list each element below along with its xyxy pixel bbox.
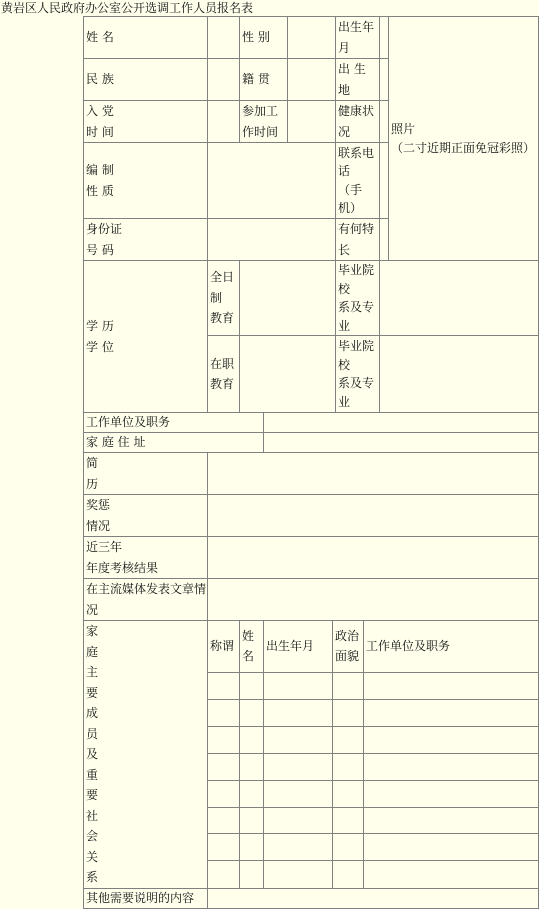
family-relation-cell[interactable] [208, 726, 240, 753]
id-number-field[interactable] [208, 219, 336, 261]
party-date-field[interactable] [208, 101, 240, 143]
family-name-cell[interactable] [240, 699, 264, 726]
skills-label: 有何特 长 [336, 219, 380, 261]
gender-field[interactable] [288, 17, 336, 59]
resume-field[interactable] [208, 453, 539, 495]
fulltime-education-field[interactable] [240, 261, 336, 336]
family-relation-cell[interactable] [208, 834, 240, 861]
family-birth-cell[interactable] [264, 699, 333, 726]
family-label-char: 家 [86, 624, 99, 638]
phone-field[interactable] [380, 143, 389, 219]
family-political-cell[interactable] [333, 861, 364, 888]
education-label: 学 历 学 位 [84, 261, 208, 413]
work-start-label: 参加工 作时间 [240, 101, 288, 143]
family-birth-cell[interactable] [264, 753, 333, 780]
staffing-label: 编 制 性 质 [84, 143, 208, 219]
family-political-cell[interactable] [333, 807, 364, 834]
family-header-birth: 出生年月 [264, 621, 333, 673]
ethnicity-field[interactable] [208, 59, 240, 101]
family-label-char: 社 [86, 808, 99, 823]
family-header-relation: 称谓 [208, 621, 240, 673]
assessment-label: 近三年 年度考核结果 [84, 537, 208, 579]
family-employer-cell[interactable] [364, 780, 539, 807]
family-political-cell[interactable] [333, 834, 364, 861]
ethnicity-label: 民 族 [84, 59, 208, 101]
birthplace-field[interactable] [380, 59, 389, 101]
family-political-cell[interactable] [333, 699, 364, 726]
other-notes-field[interactable] [208, 888, 539, 908]
family-name-cell[interactable] [240, 861, 264, 888]
birth-field[interactable] [380, 17, 389, 59]
family-name-cell[interactable] [240, 672, 264, 699]
family-employer-cell[interactable] [364, 726, 539, 753]
family-header-name: 姓 名 [240, 621, 264, 673]
family-label-char: 庭 [86, 644, 99, 659]
family-label-char: 重 [86, 767, 99, 782]
articles-field[interactable] [208, 579, 539, 621]
skills-field[interactable] [380, 219, 389, 261]
other-notes-label: 其他需要说明的内容 [84, 888, 208, 908]
family-relation-cell[interactable] [208, 699, 240, 726]
family-label-char: 要 [86, 685, 99, 700]
family-name-cell[interactable] [240, 807, 264, 834]
family-relation-cell[interactable] [208, 672, 240, 699]
inservice-education-field[interactable] [240, 336, 336, 413]
family-relation-cell[interactable] [208, 753, 240, 780]
employer-field[interactable] [264, 413, 539, 433]
birth-label: 出生年 月 [336, 17, 380, 59]
family-label-char: 要 [86, 788, 99, 802]
photo-note: （二寸近期正面免冠彩照） [391, 140, 536, 155]
inservice-school-field[interactable] [380, 336, 539, 413]
family-label-char: 会 [86, 829, 99, 843]
family-label-char: 成 [86, 706, 99, 720]
birthplace-label: 出 生 地 [336, 59, 380, 101]
gender-label: 性 别 [240, 17, 288, 59]
native-place-label: 籍 贯 [240, 59, 288, 101]
party-date-label: 入 党 时 间 [84, 101, 208, 143]
employer-label: 工作单位及职务 [84, 413, 264, 433]
family-relation-cell[interactable] [208, 861, 240, 888]
family-employer-cell[interactable] [364, 699, 539, 726]
family-birth-cell[interactable] [264, 861, 333, 888]
family-header-political: 政治 面貌 [333, 621, 364, 673]
family-birth-cell[interactable] [264, 726, 333, 753]
family-employer-cell[interactable] [364, 753, 539, 780]
family-label-char: 系 [86, 870, 99, 884]
inservice-education-label: 在职 教育 [208, 336, 240, 413]
family-header-employer: 工作单位及职务 [364, 621, 539, 673]
family-birth-cell[interactable] [264, 834, 333, 861]
family-name-cell[interactable] [240, 753, 264, 780]
resume-label: 简 历 [84, 453, 208, 495]
family-political-cell[interactable] [333, 726, 364, 753]
family-name-cell[interactable] [240, 834, 264, 861]
family-label-char: 关 [86, 849, 99, 864]
assessment-field[interactable] [208, 537, 539, 579]
awards-field[interactable] [208, 495, 539, 537]
family-name-cell[interactable] [240, 780, 264, 807]
family-label-char: 及 [86, 747, 99, 761]
photo-box[interactable] [389, 17, 539, 261]
staffing-field[interactable] [208, 143, 336, 219]
health-field[interactable] [380, 101, 389, 143]
family-political-cell[interactable] [333, 672, 364, 699]
articles-label: 在主流媒体发表文章情 况 [84, 579, 208, 621]
family-employer-cell[interactable] [364, 834, 539, 861]
family-relation-cell[interactable] [208, 807, 240, 834]
registration-form [83, 16, 539, 909]
address-label: 家 庭 住 址 [84, 433, 264, 453]
family-birth-cell[interactable] [264, 672, 333, 699]
family-relations-label [84, 621, 208, 889]
form-title: 黄岩区人民政府办公室公开选调工作人员报名表 [1, 1, 254, 15]
fulltime-education-label: 全日 制 教育 [208, 261, 240, 336]
name-label: 姓 名 [84, 17, 208, 59]
family-name-cell[interactable] [240, 726, 264, 753]
work-start-field[interactable] [288, 101, 336, 143]
native-place-field[interactable] [288, 59, 336, 101]
awards-label: 奖惩 情况 [84, 495, 208, 537]
family-employer-cell[interactable] [364, 807, 539, 834]
family-political-cell[interactable] [333, 753, 364, 780]
family-relation-cell[interactable] [208, 780, 240, 807]
fulltime-school-label: 毕业院 校 系及专 业 [336, 261, 380, 336]
address-field[interactable] [264, 433, 539, 453]
health-label: 健康状 况 [336, 101, 380, 143]
family-employer-cell[interactable] [364, 861, 539, 888]
family-birth-cell[interactable] [264, 780, 333, 807]
fulltime-school-field[interactable] [380, 261, 539, 336]
family-political-cell[interactable] [333, 780, 364, 807]
family-label-char: 主 [86, 665, 99, 679]
name-field[interactable] [208, 17, 240, 59]
phone-label: 联系电 话 （手 机） [336, 143, 380, 219]
family-label-char: 员 [86, 726, 99, 741]
family-birth-cell[interactable] [264, 807, 333, 834]
photo-label: 照片 [391, 121, 416, 136]
id-number-label: 身份证 号 码 [84, 219, 208, 261]
family-employer-cell[interactable] [364, 672, 539, 699]
inservice-school-label: 毕业院 校 系及专 业 [336, 336, 380, 413]
